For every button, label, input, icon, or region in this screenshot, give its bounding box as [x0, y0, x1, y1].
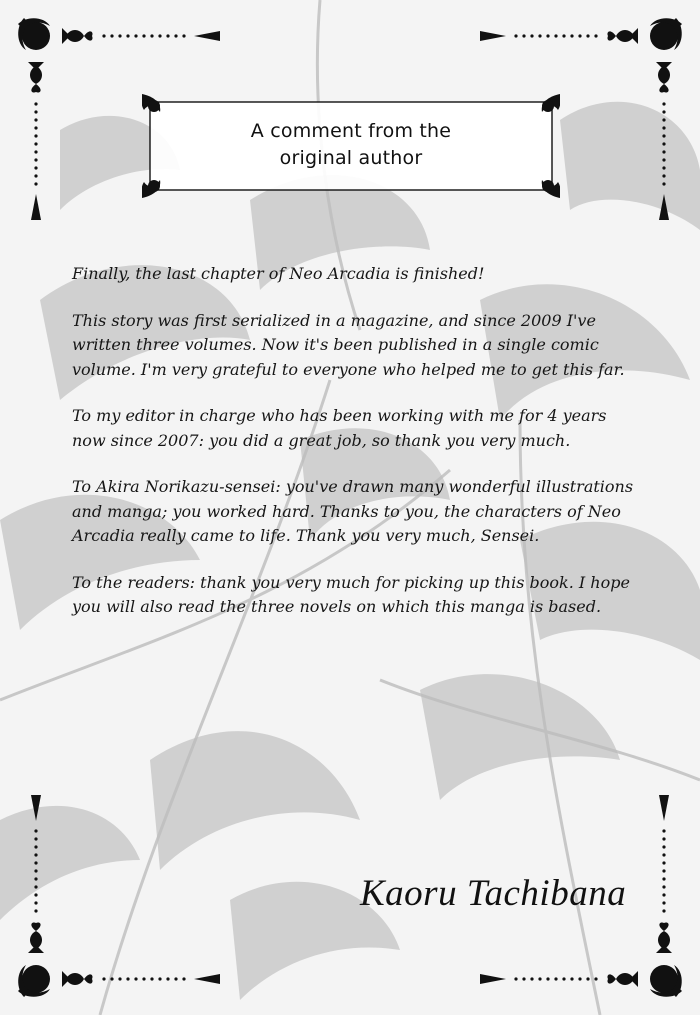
paragraph-1: Finally, the last chapter of Neo Arcadia is finished! — [72, 264, 485, 283]
paragraph-3: To my editor in charge who has been working with me for 4 years now since 2007: you did a great job, so thank you very much. — [72, 406, 607, 450]
title-line-1: A comment from the — [250, 120, 452, 142]
fleur-de-lis-corner-icon — [14, 771, 224, 1001]
letter-body — [72, 262, 642, 642]
paragraph-5: To the readers: thank you very much for picking up this book. I hope you will also read the three novels on which this manga is based. — [72, 572, 630, 616]
paragraph-4: To Akira Norikazu-sensei: you've drawn many wonderful illustrations and manga; you worked hard. Thanks to you, the characters of Neo Arcadia really came to life. Thank you very much, Sensei. — [72, 477, 634, 545]
title-line-2: original author — [279, 147, 423, 169]
paragraph-2: This story was first serialized in a magazine, and since 2009 I've written three volumes. Now it's been published in a single comic volume. I'm very grateful to everyone who helped me to get this far. — [72, 310, 625, 379]
title-frame — [142, 94, 560, 198]
page-title — [142, 118, 560, 172]
author-signature: Kaoru Tachibana — [360, 873, 627, 914]
